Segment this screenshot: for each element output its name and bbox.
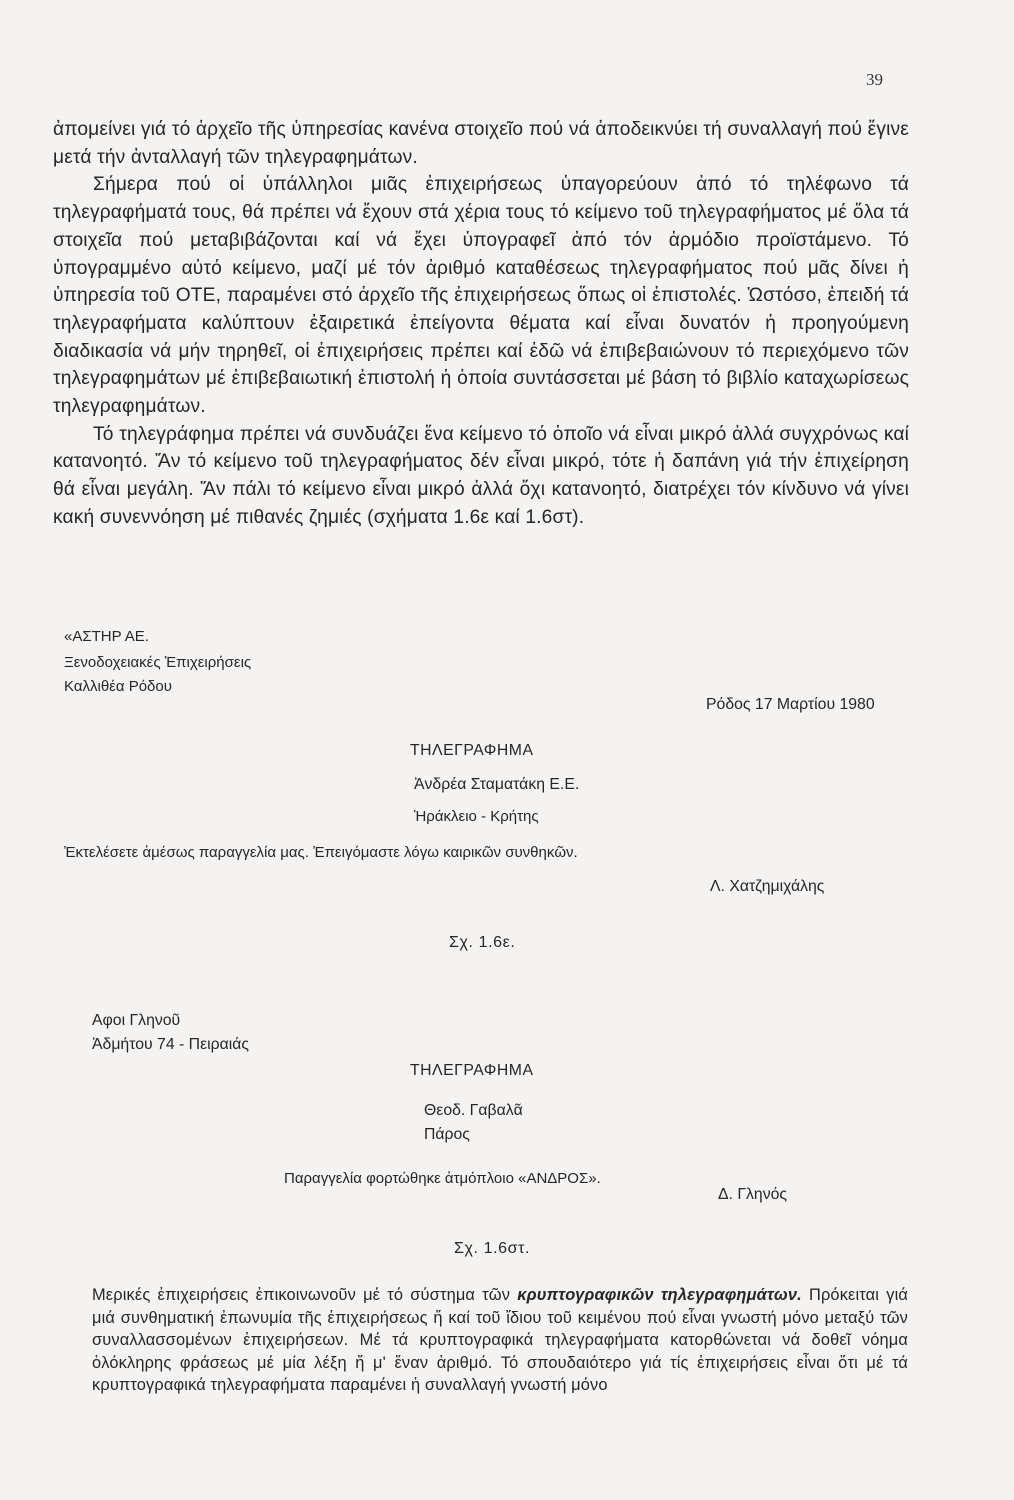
- fig1-signature: Λ. Χατζημιχάλης: [710, 878, 825, 895]
- paragraph: Σήμερα πού οἱ ὑπάλληλοι μιᾶς ἐπιχειρήσεως ὑπαγορεύουν ἀπό τό τηλέφωνο τά τηλεγραφήματά τους, θά πρέπει νά ἔχουν στά χέρια τους τό κείμενο τοῦ τηλεγραφήματος μέ ὅλα τά στοιχεῖα πού μεταβιβάζονται καί νά ἔχει ὑπογραφεῖ ἀπό τόν ἁρμόδιο προϊστάμενο. Τό ὑπογραμμένο αὐτό κείμενο, μαζί μέ τόν ἀριθμό καταθέσεως τηλεγραφήματος πού μᾶς δίνει ἡ ὑπηρεσία τοῦ ΟΤΕ, παραμένει στό ἀρχεῖο τῆς ἐπιχειρήσεως ὅπως οἱ ἐπιστολές. Ὡστόσο, ἐπειδή τά τηλεγραφήματα καλύπτουν ἐξαιρετικά ἐπείγοντα θέματα καί εἶναι δυνατόν ἡ προηγούμενη διαδικασία νά μήν τηρηθεῖ, οἱ ἐπιχειρήσεις πρέπει καί ἐδῶ νά ἐπιβεβαιώνουν τό περιεχόμενο τῶν τηλεγραφημάτων μέ ἐπιβεβαιωτική ἐπιστολή ἡ ὁποία συντάσσεται μέ βάση τό βιβλίο καταχωρίσεως τηλεγραφημάτων.: [53, 174, 909, 418]
- fig2-sender-line2: Ἀδμήτου 74 - Πειραιάς: [92, 1036, 249, 1053]
- paragraph: ἀπομείνει γιά τό ἀρχεῖο τῆς ὑπηρεσίας κανένα στοιχεῖο πού νά ἀποδεικνύει τή συναλλαγή πού ἔγινε μετά τήν ἀνταλλαγή τῶν τηλεγραφημάτων.: [53, 119, 909, 168]
- paragraph: Τό τηλεγράφημα πρέπει νά συνδυάζει ἕνα κείμενο τό ὁποῖο νά εἶναι μικρό ἀλλά συγχρόνως καί κατανοητό. Ἄν τό κείμενο τοῦ τηλεγραφήματος δέν εἶναι μικρό, τότε ἡ δαπάνη γιά τήν ἐπιχείρηση θά εἶναι μεγάλη. Ἄν πάλι τό κείμενο εἶναι μικρό ἀλλά ὄχι κατανοητό, διατρέχει τόν κίνδυνο νά γίνει κακή συνεννόηση μέ πιθανές ζημιές (σχήματα 1.6ε καί 1.6στ).: [53, 423, 909, 528]
- fig1-heading: ΤΗΛΕΓΡΑΦΗΜΑ: [410, 742, 534, 759]
- closing-text-after: Πρόκειται γιά μιά συνθηματική ἐπωνυμία τῆς ἐπιχειρήσεως ἤ καί τοῦ ἴδιου τοῦ κειμένου πού εἶναι γνωστή μόνο μεταξύ τῶν συναλλασσομένων ἐπιχειρήσεων. Μέ τά κρυπτογραφικά τηλεγραφήματα κατορθώνεται νά δοθεῖ νόημα ὁλόκληρης φράσεως μέ μία λέξη ἤ μ' ἕναν ἀριθμό. Τό σπουδαιότερο γιά τίς ἐπιχειρήσεις εἶναι ὅτι μέ τά κρυπτογραφικά τηλεγραφήματα παραμένει ἡ συναλλαγή γνωστή μόνο: [92, 1286, 908, 1395]
- fig1-sender-line3: Καλλιθέα Ρόδου: [64, 678, 172, 695]
- fig1-caption: Σχ. 1.6ε.: [449, 934, 516, 951]
- fig1-sender-line1: «ΑΣΤΗΡ ΑΕ.: [64, 628, 149, 645]
- closing-paragraph: [92, 1284, 908, 1397]
- fig2-signature: Δ. Γληνός: [718, 1186, 788, 1203]
- fig1-recipient-line1: Ἀνδρέα Σταματάκη Ε.Ε.: [414, 776, 580, 793]
- fig2-heading: ΤΗΛΕΓΡΑΦΗΜΑ: [410, 1062, 534, 1079]
- closing-text-before: Μερικές ἐπιχειρήσεις ἐπικοινωνοῦν μέ τό σύστημα τῶν: [92, 1286, 518, 1304]
- fig2-message: Παραγγελία φορτώθηκε ἀτμόπλοιο «ΑΝΔΡΟΣ».: [284, 1170, 601, 1187]
- fig1-recipient-line2: Ἡράκλειο - Κρήτης: [414, 808, 539, 825]
- body-text: [53, 116, 909, 532]
- closing-term: κρυπτογραφικῶν τηλεγραφημάτων.: [517, 1286, 802, 1304]
- fig1-sender-line2: Ξενοδοχειακές Ἐπιχειρήσεις: [64, 654, 252, 671]
- page-number: 39: [866, 70, 883, 89]
- fig2-recipient-line2: Πάρος: [424, 1126, 470, 1143]
- fig2-recipient-line1: Θεοδ. Γαβαλᾶ: [424, 1102, 523, 1119]
- fig1-date: Ρόδος 17 Μαρτίου 1980: [706, 696, 875, 713]
- fig1-message: Ἐκτελέσετε ἀμέσως παραγγελία μας. Ἐπειγόμαστε λόγω καιρικῶν συνθηκῶν.: [64, 844, 578, 861]
- fig2-sender-line1: Αφοι Γληνοῦ: [92, 1012, 181, 1029]
- fig2-caption: Σχ. 1.6στ.: [454, 1240, 531, 1257]
